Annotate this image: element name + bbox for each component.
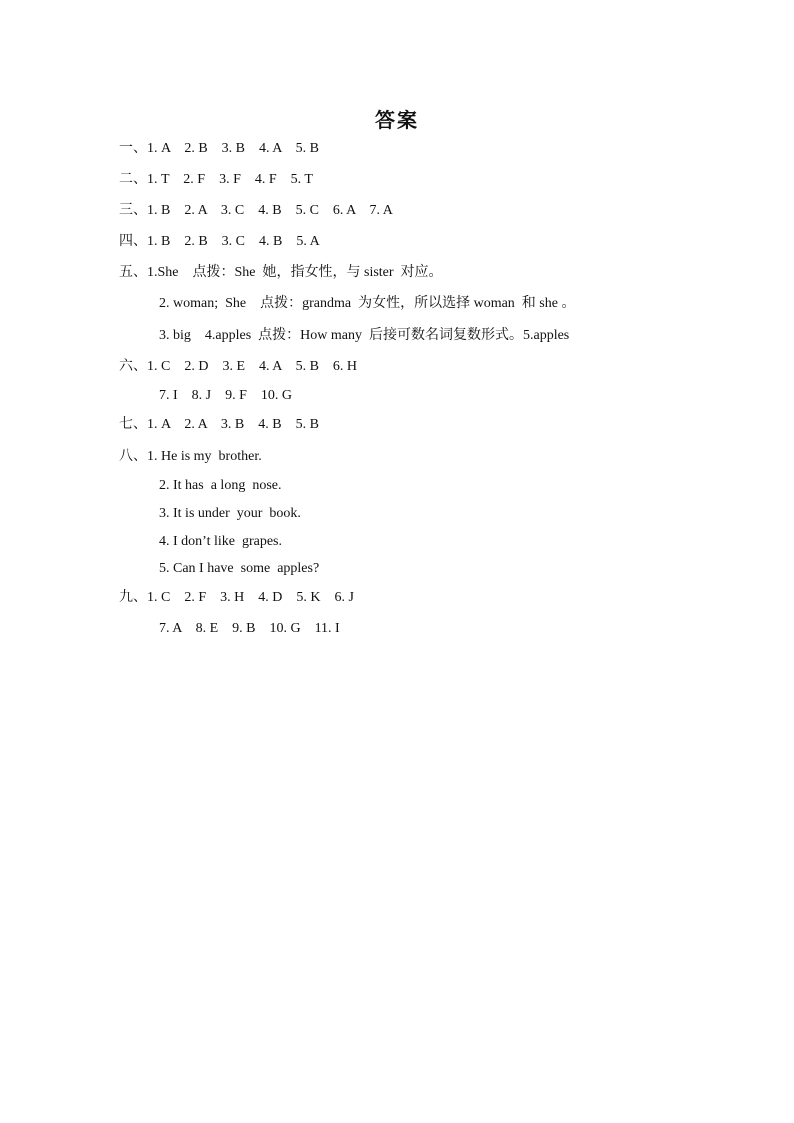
answer-line-section-7: 七、1. A 2. A 3. B 4. B 5. B xyxy=(119,417,319,432)
answer-line-section-3: 三、1. B 2. A 3. C 4. B 5. C 6. A 7. A xyxy=(119,203,393,218)
answer-line-section-8-item-2: 2. It has a long nose. xyxy=(159,478,282,493)
answer-line-section-8-item-3: 3. It is under your book. xyxy=(159,506,301,521)
answer-line-section-8: 八、1. He is my brother. xyxy=(119,449,262,464)
answer-line-section-5-cont-1: 2. woman; She 点拨：grandma 为女性，所以选择 woman 和 she 。 xyxy=(159,296,576,311)
answer-line-section-5-cont-2: 3. big 4.apples 点拨：How many 后接可数名词复数形式。5.apples xyxy=(159,328,570,343)
answer-line-section-2: 二、1. T 2. F 3. F 4. F 5. T xyxy=(119,172,313,187)
answer-line-section-1: 一、1. A 2. B 3. B 4. A 5. B xyxy=(119,141,319,156)
answer-line-section-9: 九、1. C 2. F 3. H 4. D 5. K 6. J xyxy=(119,590,354,605)
answer-line-section-8-item-4: 4. I don’t like grapes. xyxy=(159,534,282,549)
answer-line-section-6: 六、1. C 2. D 3. E 4. A 5. B 6. H xyxy=(119,359,358,374)
answer-line-section-4: 四、1. B 2. B 3. C 4. B 5. A xyxy=(119,234,320,249)
answer-line-section-9-cont: 7. A 8. E 9. B 10. G 11. I xyxy=(159,621,340,636)
answer-line-section-5: 五、1.She 点拨：She 她，指女性，与 sister 对应。 xyxy=(119,265,443,280)
answer-line-section-6-cont: 7. I 8. J 9. F 10. G xyxy=(159,388,293,403)
answer-line-section-8-item-5: 5. Can I have some apples? xyxy=(159,561,320,576)
page-title: 答案 xyxy=(375,108,419,132)
